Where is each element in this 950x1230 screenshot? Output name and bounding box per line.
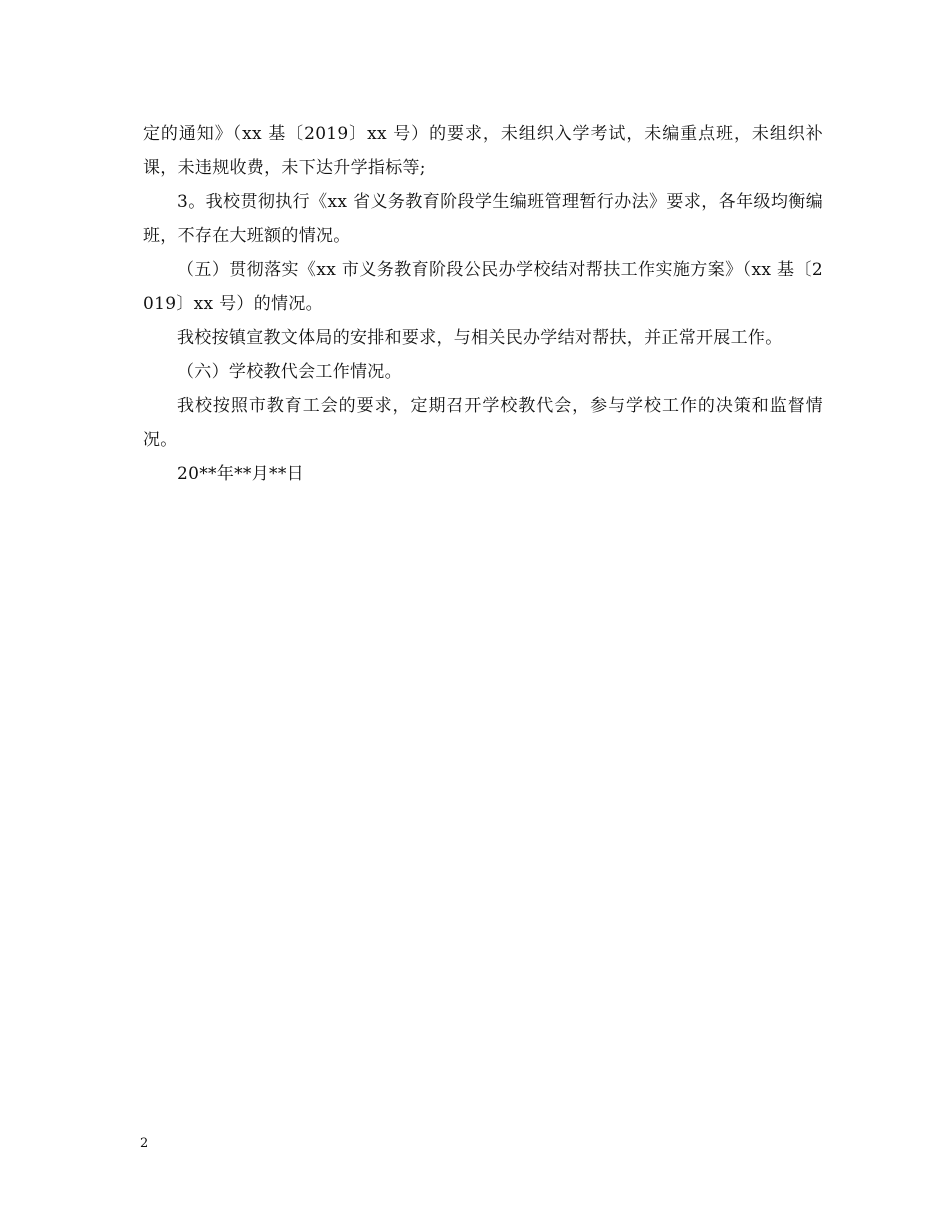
paragraph-continuation: 定的通知》（xx 基〔2019〕xx 号）的要求，未组织入学考试，未编重点班，未组织补课，未违规收费，未下达升学指标等; bbox=[143, 124, 823, 178]
document-body bbox=[143, 117, 823, 491]
section-heading-five: （五）贯彻落实《xx 市义务教育阶段公民办学校结对帮扶工作实施方案》（xx 基〔2019〕xx 号）的情况。 bbox=[143, 260, 823, 314]
paragraph-item-3: 3。我校贯彻执行《xx 省义务教育阶段学生编班管理暂行办法》要求，各年级均衡编班，不存在大班额的情况。 bbox=[143, 192, 823, 246]
paragraph-five-body: 我校按镇宣教文体局的安排和要求，与相关民办学结对帮扶，并正常开展工作。 bbox=[177, 328, 783, 348]
paragraph-six-body: 我校按照市教育工会的要求，定期召开学校教代会，参与学校工作的决策和监督情况。 bbox=[143, 396, 823, 450]
page-number: 2 bbox=[140, 1136, 149, 1151]
document-date: 20**年**月**日 bbox=[177, 464, 304, 484]
section-heading-six: （六）学校教代会工作情况。 bbox=[177, 362, 402, 382]
